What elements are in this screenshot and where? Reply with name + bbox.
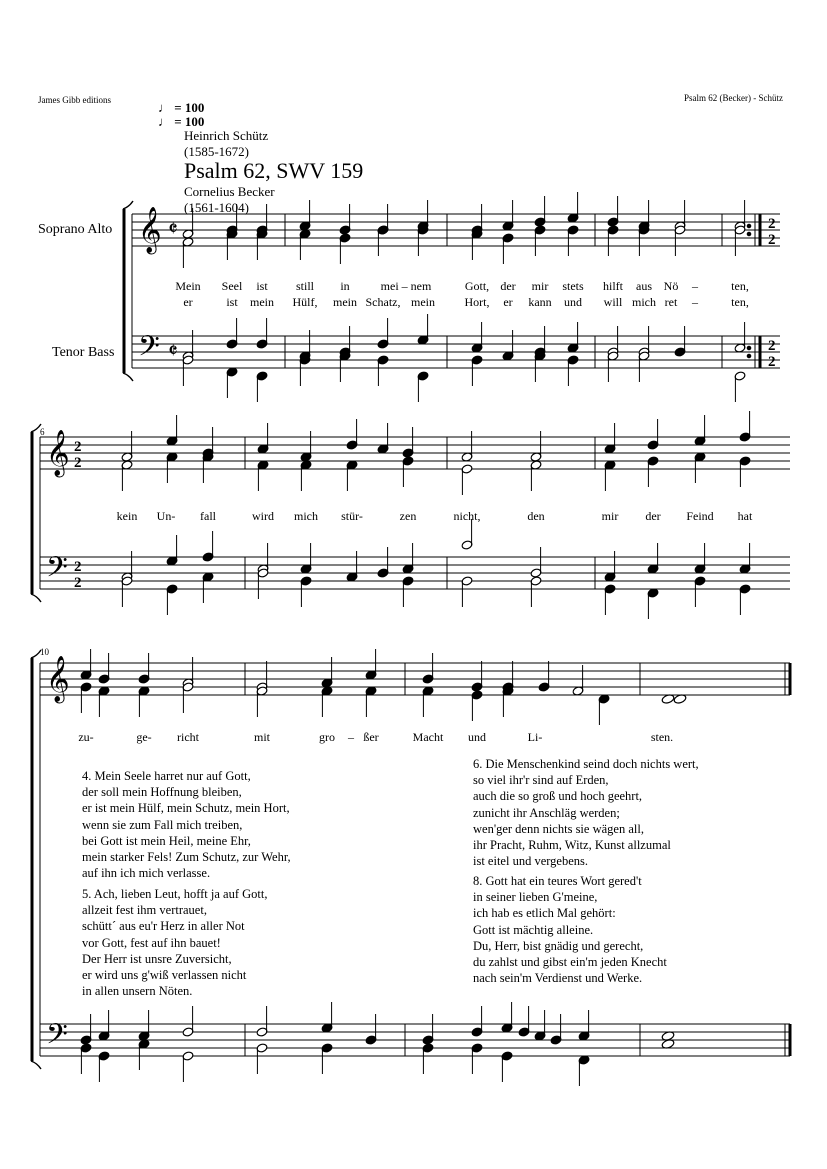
bass-clef-icon: 𝄢 <box>46 551 68 591</box>
time-signature-denominator: 2 <box>74 455 82 471</box>
verse-line: wenn sie zum Fall mich treiben, <box>82 817 243 832</box>
lyric-syllable: ten, <box>731 279 749 293</box>
lyric-syllable: zu- <box>78 730 94 744</box>
time-signature-denominator: 2 <box>74 575 82 591</box>
verse-line: vor Gott, fest auf ihn bauet! <box>82 935 221 950</box>
lyric-syllable: gro <box>319 730 335 744</box>
lyric-syllable: mein <box>250 295 274 309</box>
lyric-syllable: ßer <box>363 730 379 744</box>
cut-time-signature: 𝄵 <box>168 339 178 364</box>
verse-line: bei Gott ist mein Heil, meine Ehr, <box>82 833 251 848</box>
repeat-dot <box>747 354 751 358</box>
treble-clef-icon: 𝄞 <box>46 656 70 702</box>
verse-line: mein starker Fels! Zum Schutz, zur Wehr, <box>82 850 291 865</box>
lyric-syllable: Hort, <box>464 295 490 309</box>
lyric-syllable: mei – nem <box>380 279 432 293</box>
lyric-syllable: hat <box>737 509 753 523</box>
lyric-syllable: ge- <box>136 730 152 744</box>
lyric-syllable: Feind <box>686 509 714 523</box>
lyric-syllable: sten. <box>650 730 674 744</box>
lyric-syllable: und <box>468 730 486 744</box>
time-signature-numerator: 2 <box>74 559 82 575</box>
verse-line: so viel ihr'r sind auf Erden, <box>473 773 609 788</box>
verse-line: 5. Ach, lieben Leut, hofft ja auf Gott, <box>82 887 268 901</box>
verse-line: der soll mein Hoffnung bleiben, <box>82 785 242 800</box>
lyric-syllable: Un- <box>156 509 176 523</box>
repeat-dot <box>747 224 751 228</box>
lyric-syllable: zen <box>399 509 417 523</box>
repeat-dot <box>747 232 751 236</box>
lyric-syllable: in <box>340 279 350 293</box>
bracket-hook <box>123 373 133 381</box>
lyric-syllable: stür- <box>341 509 363 523</box>
verse-line: wen'ger denn nichts sie wägen all, <box>473 821 644 836</box>
running-title: Psalm 62 (Becker) - Schütz <box>684 93 783 103</box>
bass-clef-icon: 𝄢 <box>46 1018 68 1058</box>
verse-line: Du, Herr, bist gnädig und gerecht, <box>473 938 644 953</box>
lyric-syllable: ten, <box>731 295 749 309</box>
verse-line: Der Herr ist unsre Zuversicht, <box>82 951 232 966</box>
verse-line: du zahlst und gibst ein'm jeden Knecht <box>473 955 667 970</box>
bracket-hook <box>123 201 133 209</box>
verse-line: auch die so groß und hoch geehrt, <box>473 789 643 804</box>
lyric-syllable: Schatz, <box>365 295 401 309</box>
bracket-hook <box>31 424 41 432</box>
verse-4 <box>82 768 291 881</box>
lyric-syllable: mein <box>411 295 435 309</box>
treble-clef-icon: 𝄞 <box>138 207 162 253</box>
lyricist-dates: (1561-1604) <box>184 200 249 215</box>
verse-line: ihr Pracht, Ruhm, Witz, Kunst allzumal <box>473 838 671 853</box>
verse-line: schütt´ aus eu'r Herz in aller Not <box>82 919 245 934</box>
measure-number: 6 <box>40 427 45 437</box>
cut-time-signature: 𝄵 <box>168 217 178 242</box>
verse-line: nach sein'm Verdienst und Werke. <box>473 971 643 986</box>
measure-number: 10 <box>40 647 49 657</box>
lyric-syllable: still <box>295 279 315 293</box>
bracket-hook <box>31 594 41 602</box>
lyricist-name: Cornelius Becker <box>184 184 275 199</box>
verse-line: ich hab es etlich Mal gehört: <box>473 906 616 921</box>
lyric-syllable: Mein <box>175 279 201 293</box>
lyric-syllable: stets <box>562 279 584 293</box>
lyric-syllable: Li- <box>527 730 543 744</box>
time-signature-denominator: 2 <box>768 232 776 248</box>
lyric-syllable: Nö <box>663 279 679 293</box>
page-title: Psalm 62, SWV 159 <box>184 158 364 183</box>
time-signature-numerator: 2 <box>768 338 776 354</box>
lyric-syllable: kann <box>528 295 552 309</box>
lyric-syllable: mein <box>333 295 357 309</box>
lyric-syllable: aus <box>636 279 652 293</box>
verse-line: allzeit fest ihm vertrauet, <box>82 903 207 918</box>
lyric-syllable: hilft <box>603 279 623 293</box>
tempo-marking: ♩ = 100 <box>158 114 205 129</box>
lyric-syllable: nicht, <box>453 509 481 523</box>
time-signature-numerator: 2 <box>768 216 776 232</box>
lyric-syllable: wird <box>252 509 274 523</box>
staff-name-lower: Tenor Bass <box>52 345 115 360</box>
repeat-dot <box>747 346 751 350</box>
lyric-syllable: will <box>603 295 623 309</box>
verse-line: 4. Mein Seele harret nur auf Gott, <box>82 769 251 783</box>
lyric-syllable: – <box>692 295 698 309</box>
lyric-syllable: ret <box>664 295 678 309</box>
verse-line: in allen unsern Nöten. <box>82 984 193 999</box>
lyric-syllable: fall <box>200 509 216 523</box>
verse-line: ist eitel und vergebens. <box>473 854 589 869</box>
lyric-syllable: er <box>183 295 193 309</box>
staff-name-upper: Soprano Alto <box>38 222 113 237</box>
treble-clef-icon: 𝄞 <box>46 430 70 476</box>
bracket-hook <box>31 650 41 658</box>
lyric-syllable: mit <box>253 730 271 744</box>
verse-line: er wird uns g'wiß verlassen nicht <box>82 968 247 983</box>
lyric-syllable: der <box>500 279 516 293</box>
composer-name: Heinrich Schütz <box>184 128 269 143</box>
time-signature-numerator: 2 <box>74 439 82 455</box>
verse-line: Gott ist mächtig alleine. <box>473 922 594 937</box>
verse-line: zunicht ihr Anschläg werden; <box>473 805 620 820</box>
lyric-syllable: den <box>527 509 545 523</box>
bracket-hook <box>31 1061 41 1069</box>
lyric-syllable: ist <box>226 295 238 309</box>
lyric-syllable: mir <box>601 509 619 523</box>
verse-6 <box>473 756 699 869</box>
verse-5 <box>82 886 268 999</box>
verse-line: 6. Die Menschenkind seind doch nichts wert, <box>473 757 699 771</box>
lyric-syllable: – <box>348 730 354 744</box>
verse-line: in seiner lieben G'meine, <box>473 890 598 905</box>
lyric-syllable: richt <box>177 730 199 744</box>
lyric-syllable: mich <box>632 295 656 309</box>
publisher-credit: James Gibb editions <box>38 95 111 105</box>
time-signature-denominator: 2 <box>768 354 776 370</box>
verse-line: 8. Gott hat ein teures Wort gered't <box>473 874 642 888</box>
lyric-syllable: der <box>645 509 661 523</box>
lyric-syllable: Seel <box>221 279 243 293</box>
lyric-syllable: Hülf, <box>292 295 318 309</box>
bass-clef-icon: 𝄢 <box>138 330 160 370</box>
lyric-syllable: mich <box>294 509 318 523</box>
lyric-syllable: kein <box>116 509 138 523</box>
lyric-syllable: Macht <box>412 730 444 744</box>
verse-8 <box>473 873 667 986</box>
verse-line: er ist mein Hülf, mein Schutz, mein Hort, <box>82 801 290 816</box>
lyric-syllable: ist <box>256 279 268 293</box>
verse-line: auf ihn ich mich verlasse. <box>82 866 211 881</box>
tempo-marking: ♩ = 100 <box>158 100 205 115</box>
lyric-syllable: und <box>564 295 582 309</box>
lyric-syllable: – <box>692 279 698 293</box>
lyric-syllable: mir <box>531 279 549 293</box>
lyric-syllable: er <box>503 295 513 309</box>
lyric-syllable: Gott, <box>464 279 490 293</box>
composer-dates: (1585-1672) <box>184 144 249 159</box>
